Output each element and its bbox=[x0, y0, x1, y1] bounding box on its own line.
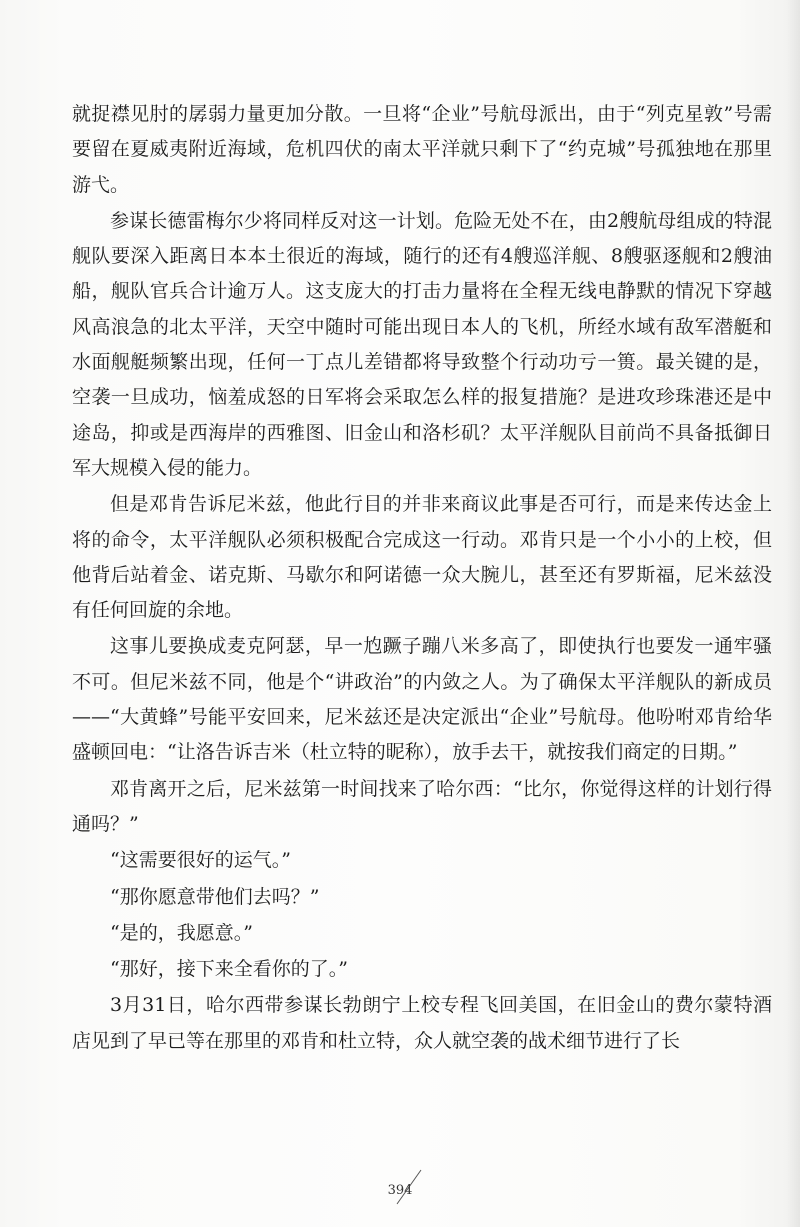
body-text bbox=[72, 97, 772, 1060]
dialogue-line-3: “是的，我愿意。” bbox=[110, 921, 253, 944]
paragraph-final: 3月31日，哈尔西带参谋长勃朗宁上校专程飞回美国，在旧金山的费尔蒙特酒店见到了早已等在那里的邓肯和杜立特，众人就空袭的战术细节进行了长 bbox=[72, 994, 772, 1052]
paragraph-5: 邓肯离开之后，尼米兹第一时间找来了哈尔西：“比尔，你觉得这样的计划行得通吗？” bbox=[72, 777, 772, 835]
page-edge-shadow bbox=[786, 0, 800, 1227]
paragraph-4: 这事儿要换成麦克阿瑟，早一尥蹶子蹦八米多高了，即使执行也要发一通牢骚不可。但尼米兹不同，他是个“讲政治”的内敛之人。为了确保太平洋舰队的新成员——“大黄蜂”号能平安回来，尼米兹还是决定派出“企业”号航母。他吩咐邓肯给华盛顿回电：“让洛告诉吉米（杜立特的昵称），放手去干，就按我们商定的日期。” bbox=[72, 635, 772, 764]
paragraph-2: 参谋长德雷梅尔少将同样反对这一计划。危险无处不在，由2艘航母组成的特混舰队要深入距离日本本土很近的海域，随行的还有4艘巡洋舰、8艘驱逐舰和2艘油船，舰队官兵合计逾万人。这支庞大的打击力量将在全程无线电静默的情况下穿越风高浪急的北太平洋，天空中随时可能出现日本人的飞机，所经水域有敌军潜艇和水面舰艇频繁出现，任何一丁点儿差错都将导致整个行动功亏一篑。最关键的是，空袭一旦成功，恼羞成怒的日军将会采取怎么样的报复措施？是进攻珍珠港还是中途岛，抑或是西海岸的西雅图、旧金山和洛杉矶？太平洋舰队目前尚不具备抵御日军大规模入侵的能力。 bbox=[72, 209, 772, 479]
dialogue-line-2: “那你愿意带他们去吗？” bbox=[110, 885, 320, 908]
dialogue-line-4: “那好，接下来全看你的了。” bbox=[110, 958, 348, 981]
page-number: 394 bbox=[387, 1183, 413, 1198]
paragraph-1: 就捉襟见肘的孱弱力量更加分散。一旦将“企业”号航母派出，由于“列克星敦”号需要留在夏威夷附近海域，危机四伏的南太平洋就只剩下了“约克城”号孤独地在那里游弋。 bbox=[72, 103, 772, 196]
dialogue-line-1: “这需要很好的运气。” bbox=[110, 849, 291, 872]
paragraph-3: 但是邓肯告诉尼米兹，他此行目的并非来商议此事是否可行，而是来传达金上将的命令，太平洋舰队必须积极配合完成这一行动。邓肯只是一个小小的上校，但他背后站着金、诺克斯、马歇尔和阿诺德一众大腕儿，甚至还有罗斯福，尼米兹没有任何回旋的余地。 bbox=[72, 493, 772, 622]
